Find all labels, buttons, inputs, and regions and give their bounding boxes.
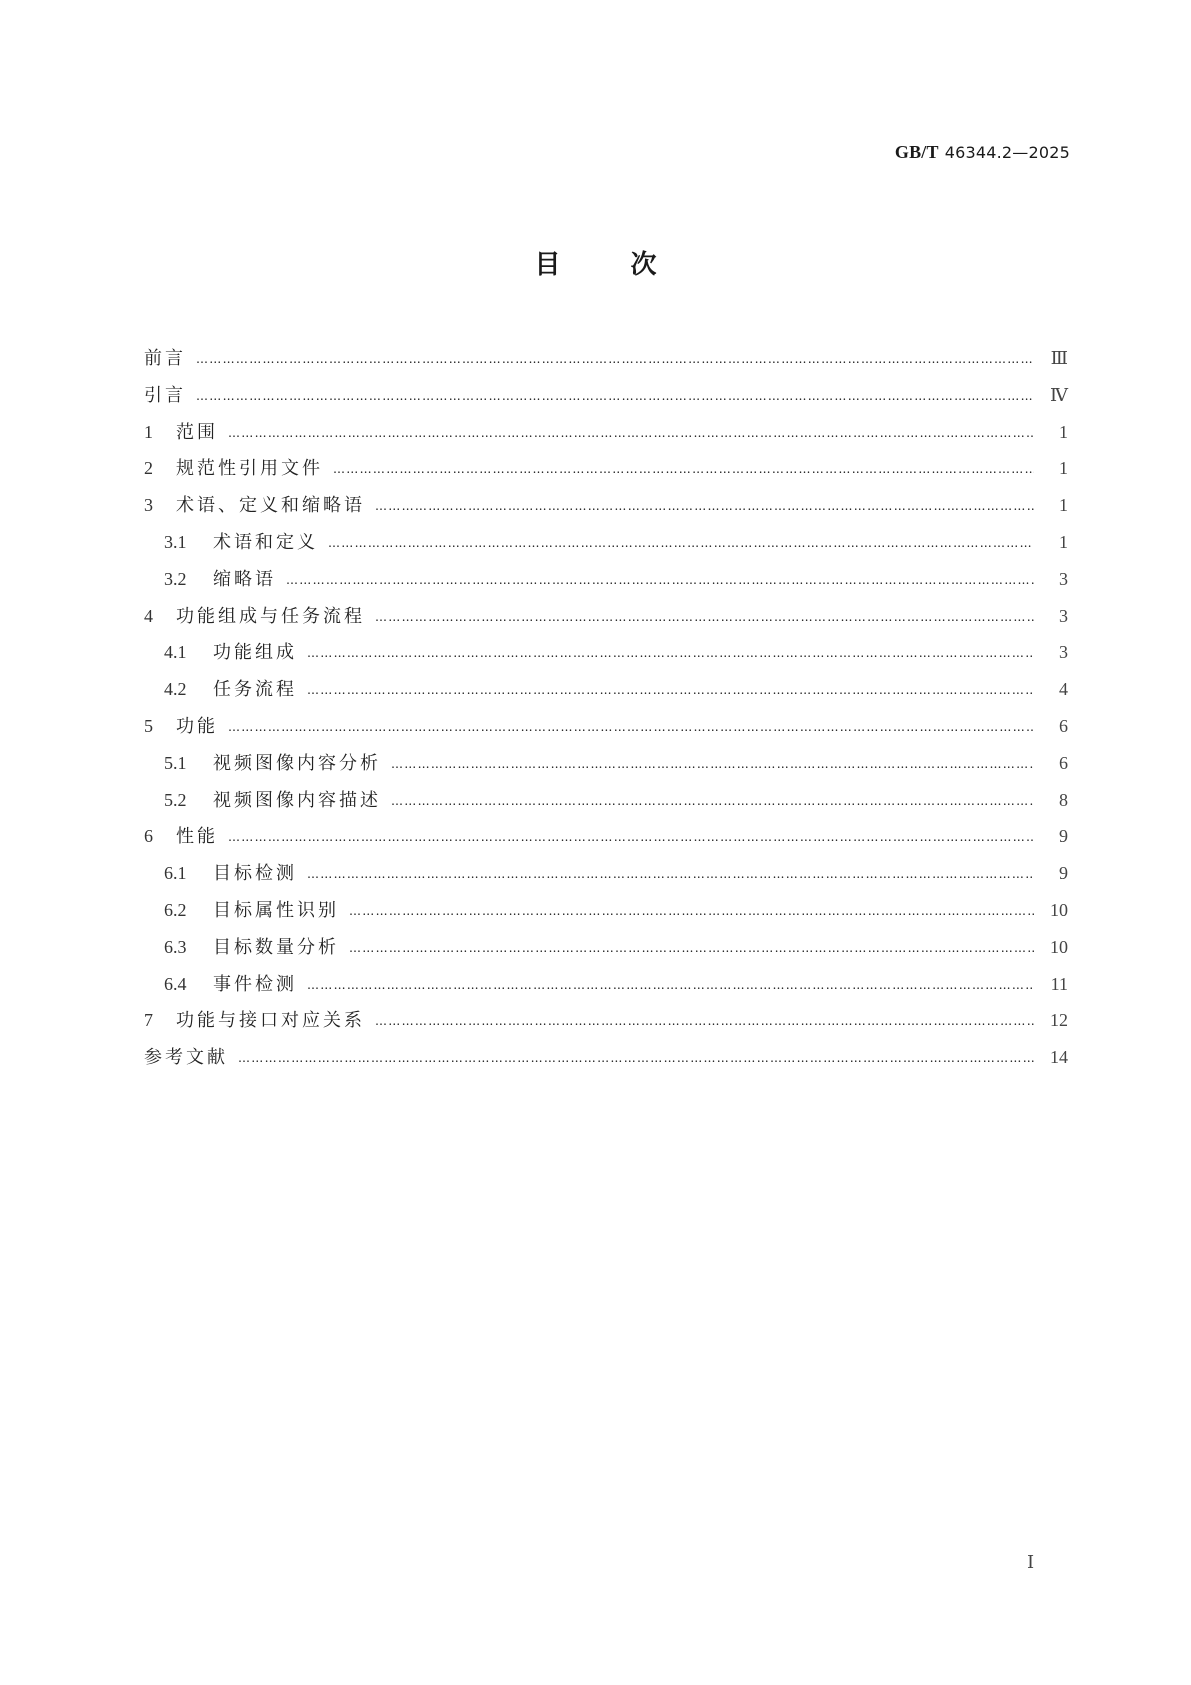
toc-entry-page: 4: [1059, 679, 1068, 700]
dot-leader: [328, 525, 1034, 562]
toc-entry-page: 1: [1059, 531, 1068, 552]
dot-leader: [307, 967, 1034, 1004]
toc-entry-label: 功能与接口对应关系: [176, 1010, 365, 1032]
toc-entry[interactable]: [144, 745, 1068, 782]
toc-entry-label: 规范性引用文件: [176, 458, 323, 480]
toc-entry-number: 5.1: [164, 752, 187, 773]
dot-leader: [375, 488, 1034, 525]
toc-entry-number: 3.1: [164, 531, 187, 552]
toc-entry[interactable]: [144, 377, 1068, 414]
toc-entry-number: 1: [144, 421, 153, 442]
toc-entry-label: 缩略语: [213, 568, 276, 590]
toc-entry-page: 12: [1050, 1010, 1068, 1031]
toc-entry-page: 10: [1050, 936, 1068, 957]
page-title: 目次: [534, 250, 727, 280]
toc-entry-page: 3: [1059, 642, 1068, 663]
toc-entry-page: 6: [1059, 752, 1068, 773]
toc-entry-page: 6: [1059, 715, 1068, 736]
footer-page-number: Ⅰ: [1027, 1552, 1035, 1572]
toc-entry-label: 术语、定义和缩略语: [176, 495, 365, 517]
toc-entry-page: Ⅳ: [1050, 384, 1068, 405]
dot-leader: [196, 378, 1034, 415]
dot-leader: [196, 341, 1034, 378]
toc-entry-number: 6.1: [164, 863, 187, 884]
toc-entry-label: 视频图像内容分析: [213, 752, 381, 774]
toc-entry-number: 6: [144, 826, 153, 847]
toc-entry-number: 5: [144, 715, 153, 736]
toc-entry-number: 2: [144, 458, 153, 479]
toc-entry[interactable]: [144, 1002, 1068, 1039]
standard-prefix: GB/T: [894, 142, 939, 162]
toc-entry-label: 事件检测: [213, 973, 297, 995]
toc-entry-number: 3: [144, 495, 153, 516]
dot-leader: [228, 709, 1034, 746]
toc-entry[interactable]: [144, 487, 1068, 524]
toc-entry[interactable]: [144, 414, 1068, 451]
toc-entry-page: 3: [1059, 605, 1068, 626]
dot-leader: [375, 1003, 1034, 1040]
toc-entry[interactable]: [144, 524, 1068, 561]
toc-entry-page: 8: [1059, 789, 1068, 810]
toc-entry[interactable]: [144, 1039, 1068, 1076]
toc-entry-label: 性能: [176, 826, 218, 848]
toc-entry-label: 功能组成: [213, 642, 297, 664]
toc-entry-label: 视频图像内容描述: [213, 789, 381, 811]
standard-number: 46344.2—2025: [944, 143, 1070, 162]
dot-leader: [349, 893, 1034, 930]
toc-entry[interactable]: [144, 671, 1068, 708]
toc-entry-page: 1: [1059, 421, 1068, 442]
toc-entry-label: 任务流程: [213, 679, 297, 701]
toc-entry[interactable]: [144, 340, 1068, 377]
toc-entry-label: 术语和定义: [213, 531, 318, 553]
toc-entry-page: 1: [1059, 458, 1068, 479]
dot-leader: [391, 746, 1034, 783]
standard-code: [895, 142, 1070, 163]
toc-entry-label: 范围: [176, 421, 218, 443]
dot-leader: [307, 635, 1034, 672]
toc-entry-label: 目标属性识别: [213, 899, 339, 921]
toc-entry-number: 6.3: [164, 936, 187, 957]
toc-entry-number: 7: [144, 1010, 153, 1031]
toc-entry-label: 目标检测: [213, 863, 297, 885]
toc-entry[interactable]: [144, 818, 1068, 855]
dot-leader: [228, 415, 1034, 452]
dot-leader: [391, 783, 1034, 820]
toc-entry-page: 3: [1059, 568, 1068, 589]
toc-entry[interactable]: [144, 966, 1068, 1003]
toc-entry[interactable]: [144, 598, 1068, 635]
toc-entry[interactable]: [144, 855, 1068, 892]
dot-leader: [375, 599, 1034, 636]
toc-entry-label: 目标数量分析: [213, 936, 339, 958]
toc-entry-page: 11: [1050, 973, 1068, 994]
dot-leader: [238, 1040, 1034, 1077]
toc-entry[interactable]: [144, 708, 1068, 745]
toc-entry-page: 9: [1059, 826, 1068, 847]
dot-leader: [349, 930, 1034, 967]
toc-entry-page: 10: [1050, 899, 1068, 920]
toc-entry-number: 3.2: [164, 568, 187, 589]
toc-entry-number: 4.2: [164, 679, 187, 700]
dot-leader: [286, 562, 1034, 599]
table-of-contents: [144, 340, 1068, 1076]
toc-entry[interactable]: [144, 929, 1068, 966]
toc-entry-page: Ⅲ: [1050, 348, 1068, 368]
toc-entry-page: 9: [1059, 863, 1068, 884]
toc-entry-number: 6.2: [164, 899, 187, 920]
toc-entry[interactable]: [144, 782, 1068, 819]
toc-entry[interactable]: [144, 892, 1068, 929]
toc-entry-number: 6.4: [164, 973, 187, 994]
toc-entry-page: 14: [1050, 1047, 1068, 1068]
toc-entry-label: 参考文献: [144, 1047, 228, 1069]
dot-leader: [307, 856, 1034, 893]
toc-entry[interactable]: [144, 561, 1068, 598]
dot-leader: [228, 819, 1034, 856]
dot-leader: [333, 451, 1034, 488]
toc-entry-number: 5.2: [164, 789, 187, 810]
toc-entry-page: 1: [1059, 495, 1068, 516]
toc-entry-label: 前言: [144, 348, 186, 369]
toc-entry-label: 引言: [144, 384, 186, 406]
toc-entry[interactable]: [144, 634, 1068, 671]
toc-entry-label: 功能: [176, 715, 218, 737]
toc-entry[interactable]: [144, 450, 1068, 487]
dot-leader: [307, 672, 1034, 709]
toc-entry-number: 4: [144, 605, 153, 626]
toc-entry-number: 4.1: [164, 642, 187, 663]
toc-entry-label: 功能组成与任务流程: [176, 605, 365, 627]
